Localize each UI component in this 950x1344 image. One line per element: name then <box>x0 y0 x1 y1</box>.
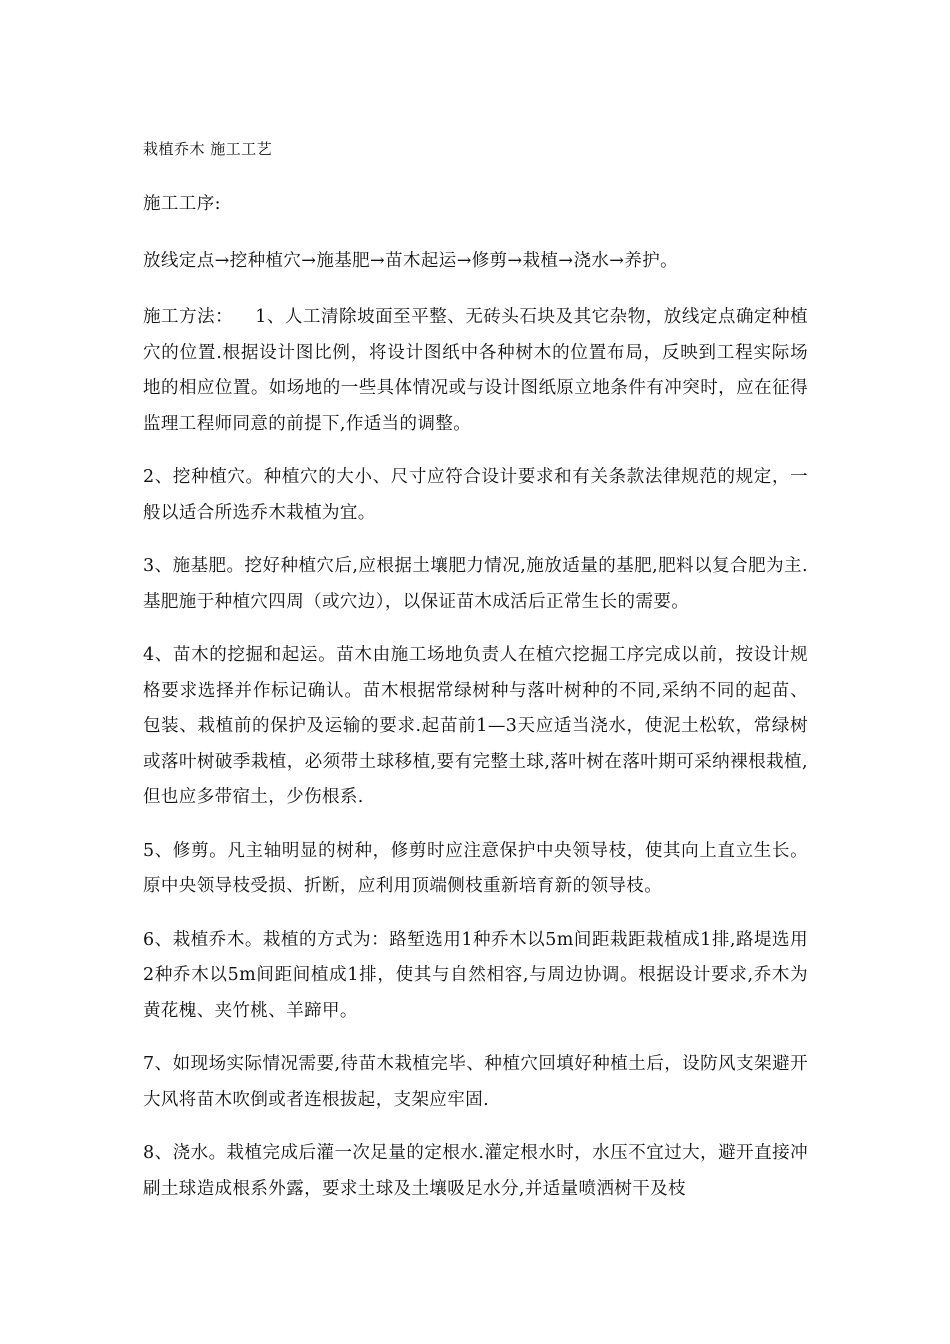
method-paragraph-3: 3、施基肥。挖好种植穴后,应根据土壤肥力情况,施放适量的基肥,肥料以复合肥为主.基肥施于种植穴四周（或穴边），以保证苗木成活后正常生长的需要。 <box>143 556 808 612</box>
procedure-flow: 放线定点→挖种植穴→施基肥→苗木起运→修剪→栽植→浇水→养护。 <box>143 250 679 271</box>
document-title: 栽植乔木 施工工艺 <box>143 140 273 158</box>
method-paragraph-6: 6、栽植乔木。栽植的方式为：路堑选用1种乔木以5m间距栽距栽植成1排,路堤选用2种乔木以5m间距间植成1排，使其与自然相容,与周边协调。根据设计要求,乔木为黄花槐、夹竹桃、羊蹄甲。 <box>143 929 808 1021</box>
method-paragraph-8: 8、浇水。栽植完成后灌一次足量的定根水.灌定根水时，水压不宜过大，避开直接冲刷土球造成根系外露，要求土球及土壤吸足水分,并适量喷洒树干及枝 <box>143 1143 808 1199</box>
method-paragraph-7: 7、如现场实际情况需要,待苗木栽植完毕、种植穴回填好种植土后，设防风支架避开大风将苗木吹倒或者连根拔起，支架应牢固. <box>143 1054 808 1110</box>
method-paragraph-2: 2、挖种植穴。种植穴的大小、尺寸应符合设计要求和有关条款法律规范的规定，一般以适合所选乔木栽植为宜。 <box>143 467 808 523</box>
method-paragraph-4: 4、苗木的挖掘和起运。苗木由施工场地负责人在植穴挖掘工序完成以前，按设计规格要求选择并作标记确认。苗木根据常绿树种与落叶树种的不同,采纳不同的起苗、包装、栽植前的保护及运输的要求.起苗前1—3天应适当浇水，使泥土松软，常绿树或落叶树破季栽植，必须带土球移植,要有完整土球,落叶树在落叶期可采纳裸根栽植,但也应多带宿土，少伤根系. <box>143 645 808 807</box>
paragraph-text: 1、人工清除坡面至平整、无砖头石块及其它杂物，放线定点确定种植穴的位置.根据设计图比例，将设计图纸中各种树木的位置布局，反映到工程实际场地的相应位置。如场地的一些具体情况或与设计图纸原立地条件有冲突时，应在征得监理工程师同意的前提下,作适当的调整。 <box>143 307 808 434</box>
document-body <box>143 135 808 1225</box>
procedure-label: 施工工序: <box>143 194 221 214</box>
method-paragraph-5: 5、修剪。凡主轴明显的树种，修剪时应注意保护中央领导枝，使其向上直立生长。原中央领导枝受损、折断，应利用顶端侧枝重新培育新的领导枝。 <box>143 840 808 896</box>
method-paragraph-1 <box>143 300 808 442</box>
method-label: 施工方法： <box>143 307 234 327</box>
